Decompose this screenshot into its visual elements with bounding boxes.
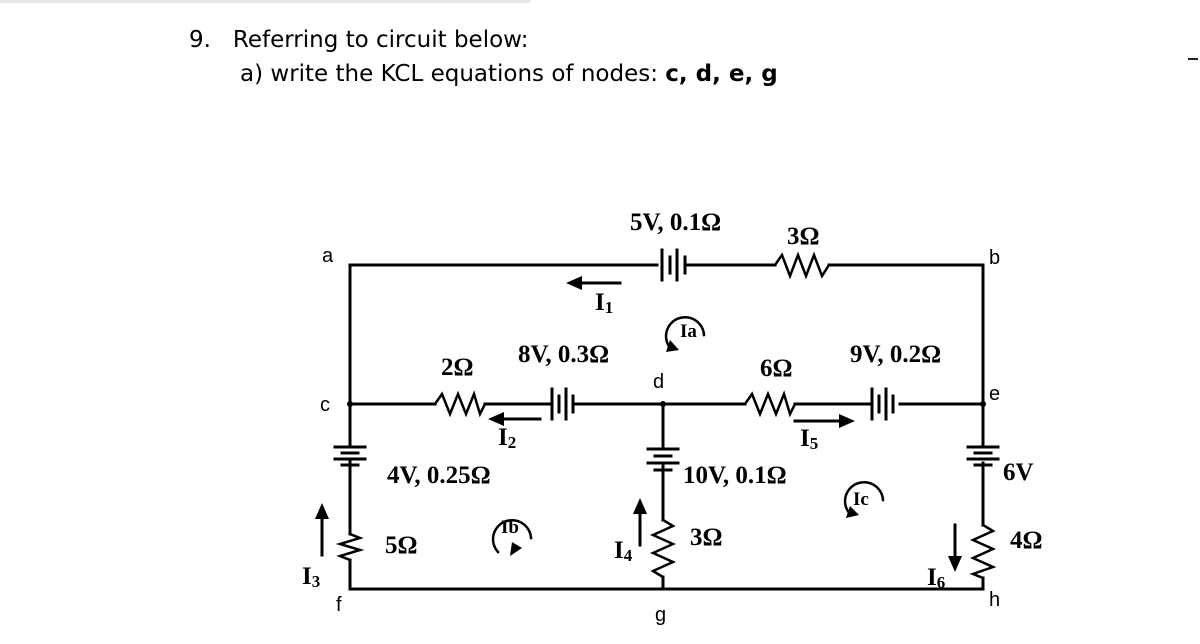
question-prompt: Referring to circuit below: (232, 27, 529, 53)
label-3-vertical: 3Ω (690, 524, 723, 551)
node-dot-d (660, 401, 666, 407)
label-i3: I3 (302, 563, 321, 591)
label-5v: 5V, 0.1Ω (630, 209, 722, 236)
label-4v: 4V, 0.25Ω (387, 462, 491, 489)
resistor-3-top (775, 255, 829, 276)
label-ia: Ia (680, 321, 697, 342)
label-i6: I6 (927, 564, 946, 592)
node-e: e (989, 383, 1001, 405)
label-6v: 6V (1003, 459, 1034, 486)
node-h: h (989, 589, 1001, 611)
battery-5v (662, 250, 685, 280)
battery-8v (552, 389, 573, 419)
label-10v: 10V, 0.1Ω (683, 462, 787, 489)
label-3-top: 3Ω (787, 223, 820, 250)
label-i5: I5 (800, 425, 819, 453)
node-g: g (655, 604, 667, 626)
battery-9v (872, 389, 893, 419)
resistor-5 (340, 534, 360, 560)
part-a-text: a) write the KCL equations of nodes: (240, 61, 666, 87)
question-number: 9. (189, 27, 211, 53)
label-4: 4Ω (1010, 527, 1043, 554)
node-d: d (653, 371, 665, 393)
label-8v: 8V, 0.3Ω (518, 341, 610, 368)
label-2: 2Ω (441, 354, 474, 381)
label-ib: Ib (501, 517, 519, 538)
node-a: a (322, 245, 334, 267)
label-5: 5Ω (385, 532, 418, 559)
node-dot-e (980, 401, 986, 407)
resistor-3-vertical (653, 520, 673, 577)
resistor-2 (435, 394, 485, 414)
label-9v: 9V, 0.2Ω (850, 341, 942, 368)
node-f: f (336, 594, 342, 616)
node-list: c, d, e, g (665, 61, 778, 87)
label-i4: I4 (614, 537, 633, 565)
resistor-4 (973, 525, 993, 578)
label-i2: I2 (498, 424, 517, 452)
node-dot-c (347, 401, 353, 407)
label-ic: Ic (853, 489, 869, 510)
label-i1: I1 (595, 289, 614, 317)
node-b: b (989, 247, 1001, 269)
label-6: 6Ω (760, 355, 793, 382)
node-c: c (320, 394, 330, 416)
resistor-6 (745, 394, 795, 414)
